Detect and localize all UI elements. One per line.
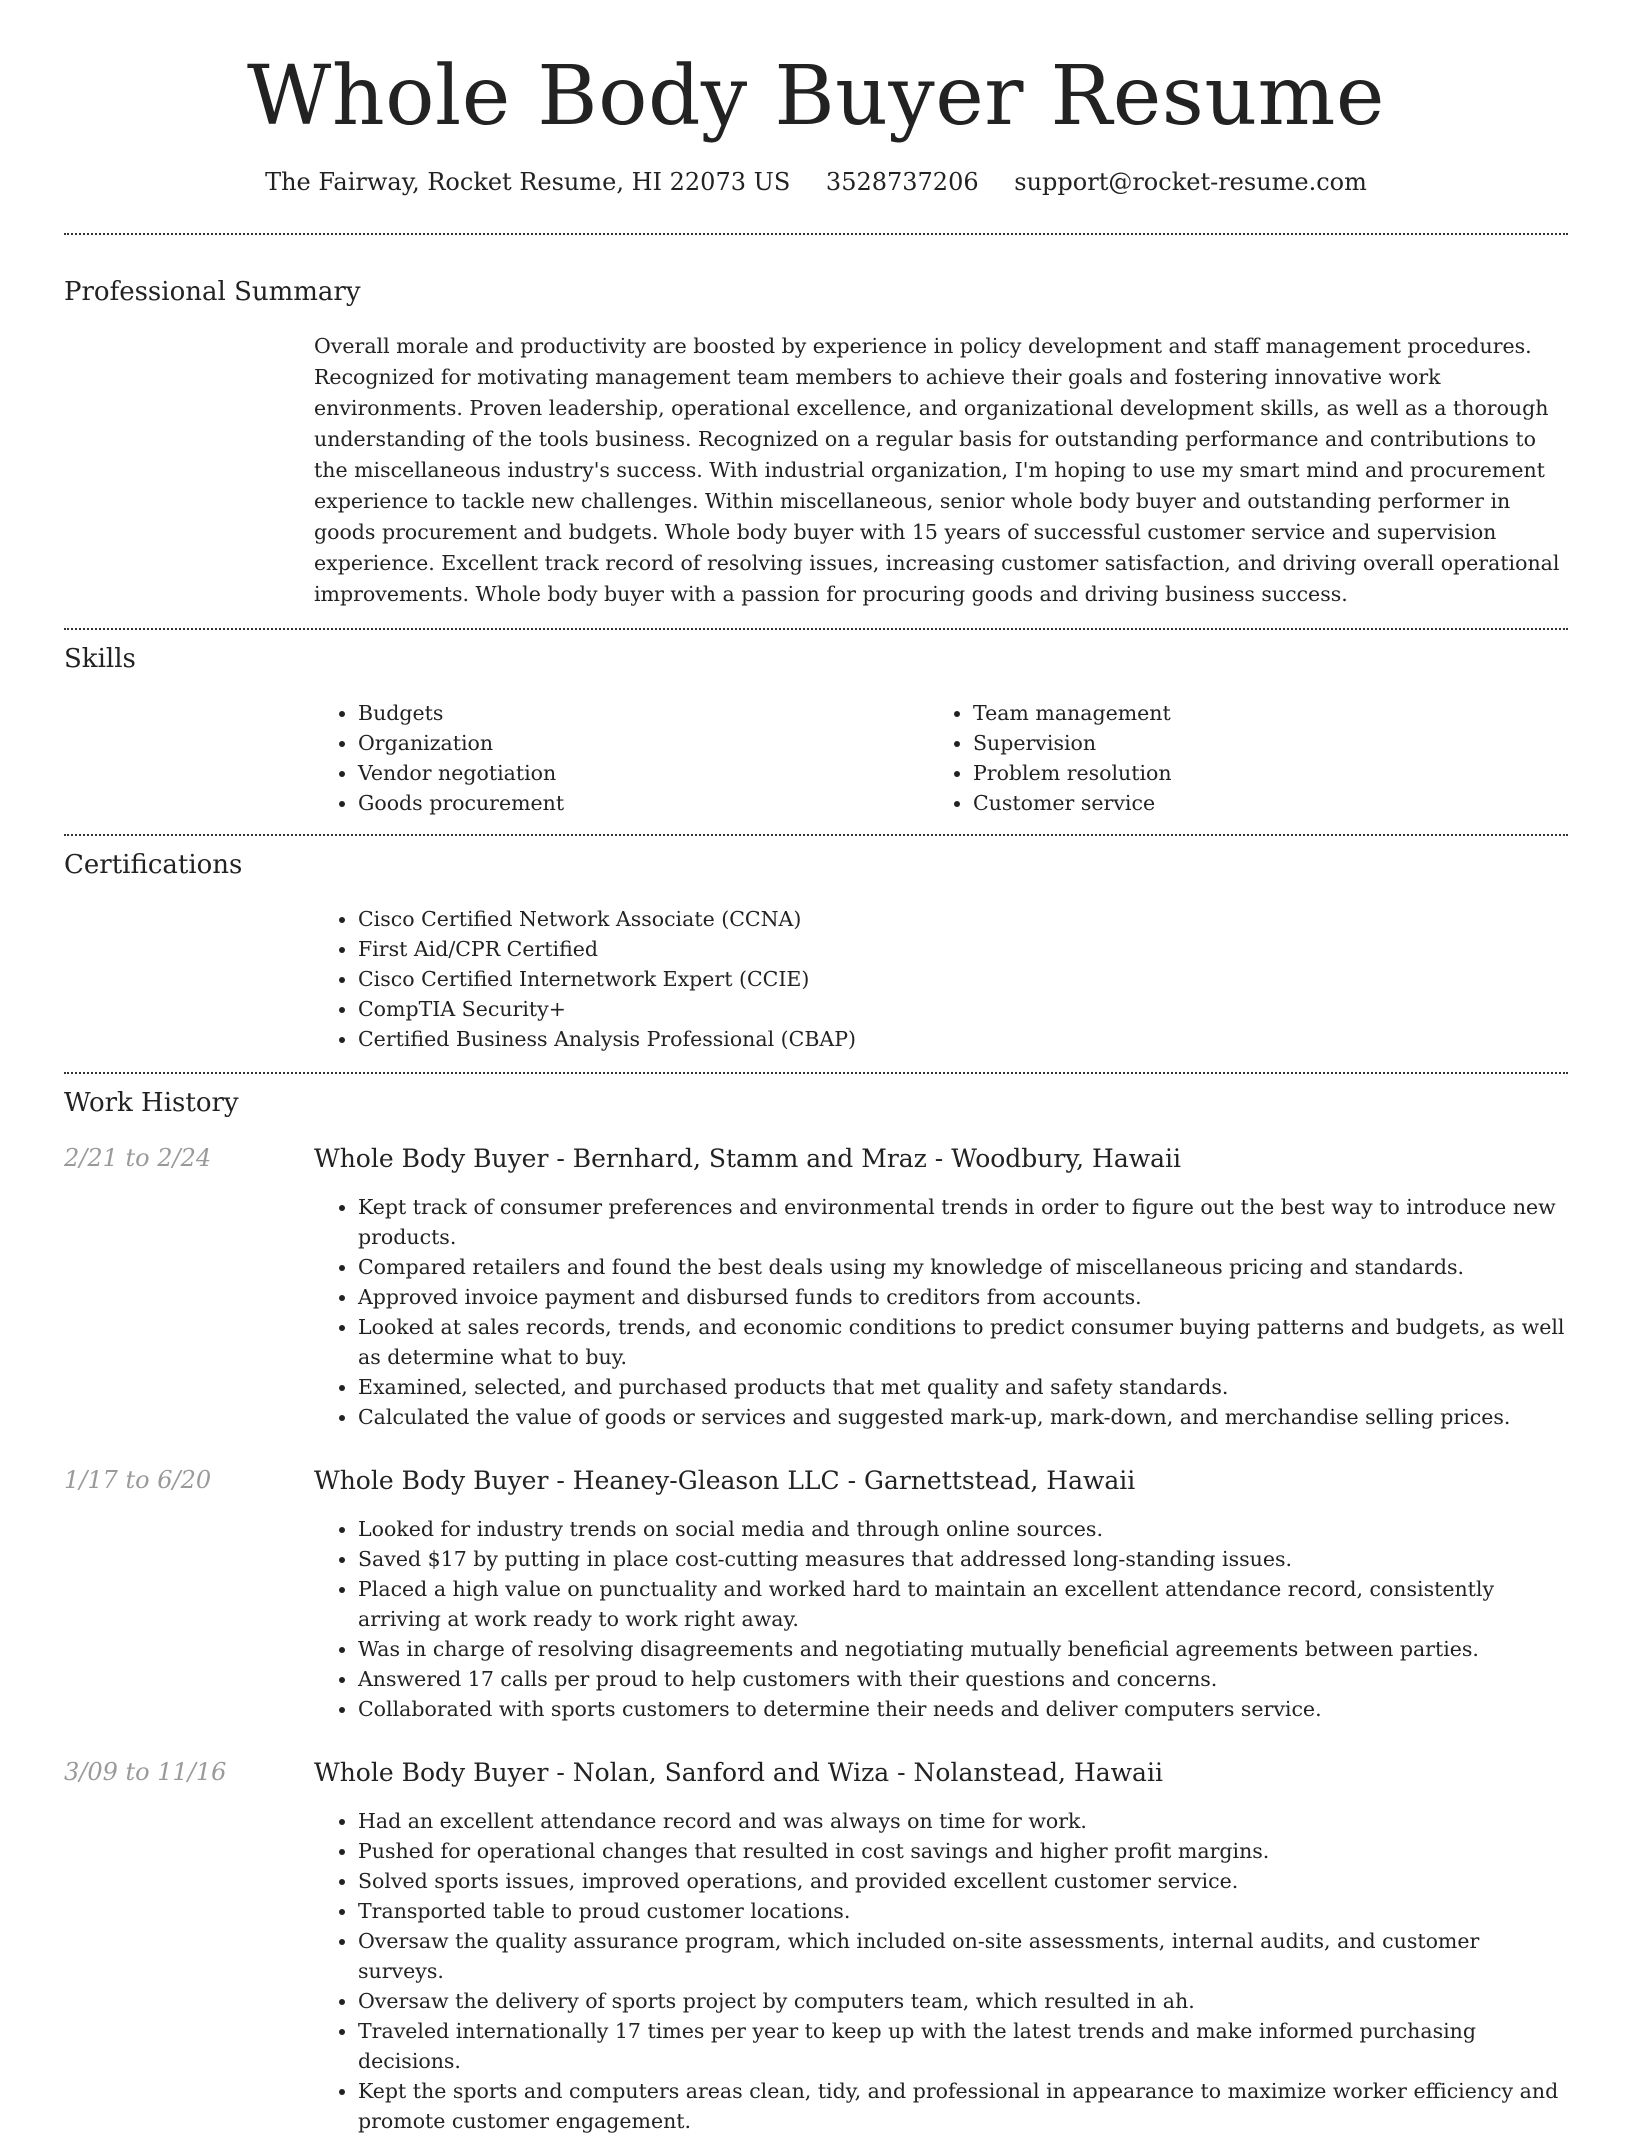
skills-heading: Skills [64, 643, 136, 674]
skills-grid [314, 698, 1568, 818]
job-entry [64, 1466, 1568, 1724]
contact-phone: 3528737206 [825, 168, 979, 196]
work-history-section [64, 1088, 1568, 2136]
job-bullet: • Looked at sales records, trends, and economic conditions to predict consumer buying patterns and budgets, as well as determine what to buy. [358, 1312, 1568, 1372]
job-bullets [314, 1806, 1568, 2136]
certifications-section [64, 850, 1568, 1054]
job-bullet: • Was in charge of resolving disagreements and negotiating mutually beneficial agreements between parties. [358, 1634, 1568, 1664]
job-bullets [314, 1514, 1568, 1724]
job-entry [64, 1144, 1568, 1432]
certification-item: • Certified Business Analysis Professional (CBAP) [358, 1024, 1568, 1054]
certification-item: • Cisco Certified Network Associate (CCNA) [358, 904, 1568, 934]
job-bullet: • Looked for industry trends on social media and through online sources. [358, 1514, 1568, 1544]
contact-line [64, 168, 1568, 197]
certification-item: • CompTIA Security+ [358, 994, 1568, 1024]
skill-item: • Vendor negotiation [358, 758, 929, 788]
job-title: Whole Body Buyer - Heaney-Gleason LLC - Garnettstead, Hawaii [314, 1465, 1136, 1495]
certifications-heading: Certifications [64, 849, 243, 880]
certification-item: • Cisco Certified Internetwork Expert (CCIE) [358, 964, 1568, 994]
divider [64, 233, 1568, 235]
divider [64, 1072, 1568, 1074]
job-title: Whole Body Buyer - Nolan, Sanford and Wiza - Nolanstead, Hawaii [314, 1757, 1163, 1787]
job-bullet: • Had an excellent attendance record and was always on time for work. [358, 1806, 1568, 1836]
certification-item: • First Aid/CPR Certified [358, 934, 1568, 964]
job-bullet: • Solved sports issues, improved operations, and provided excellent customer service. [358, 1866, 1568, 1896]
job-bullet: • Oversaw the quality assurance program, which included on-site assessments, internal audits, and customer surveys. [358, 1926, 1568, 1986]
skill-item: • Problem resolution [973, 758, 1544, 788]
summary-text: Overall morale and productivity are boosted by experience in policy development and staff management procedures. Recognized for motivating management team members to achieve their goals and fostering innovative work environments. Proven leadership, operational excellence, and organizational development skills, as well as a thorough understanding of the tools business. Recognized on a regular basis for outstanding performance and contributions to the miscellaneous industry's success. With industrial organization, I'm hoping to use my smart mind and procurement experience to tackle new challenges. Within miscellaneous, senior whole body buyer and outstanding performer in goods procurement and budgets. Whole body buyer with 15 years of successful customer service and supervision experience. Excellent track record of resolving issues, increasing customer satisfaction, and driving overall operational improvements. Whole body buyer with a passion for procuring goods and driving business success. [314, 333, 1560, 606]
skill-item: • Supervision [973, 728, 1544, 758]
job-bullet: • Pushed for operational changes that resulted in cost savings and higher profit margins. [358, 1836, 1568, 1866]
job-bullet: • Compared retailers and found the best deals using my knowledge of miscellaneous pricing and standards. [358, 1252, 1568, 1282]
contact-email: support@rocket-resume.com [1014, 168, 1367, 196]
skill-item: • Customer service [973, 788, 1544, 818]
resume-title: Whole Body Buyer Resume [247, 49, 1385, 144]
job-bullet: • Collaborated with sports customers to determine their needs and deliver computers service. [358, 1694, 1568, 1724]
job-bullets [314, 1192, 1568, 1432]
summary-section [64, 277, 1568, 610]
job-bullet: • Calculated the value of goods or services and suggested mark-up, mark-down, and merchandise selling prices. [358, 1402, 1568, 1432]
job-bullet: • Answered 17 calls per proud to help customers with their questions and concerns. [358, 1664, 1568, 1694]
summary-heading: Professional Summary [64, 276, 361, 307]
contact-address: The Fairway, Rocket Resume, HI 22073 US [265, 168, 791, 196]
job-bullet: • Transported table to proud customer locations. [358, 1896, 1568, 1926]
job-bullet: • Approved invoice payment and disbursed funds to creditors from accounts. [358, 1282, 1568, 1312]
job-title: Whole Body Buyer - Bernhard, Stamm and Mraz - Woodbury, Hawaii [314, 1143, 1182, 1173]
skill-item: • Budgets [358, 698, 929, 728]
job-bullet: • Examined, selected, and purchased products that met quality and safety standards. [358, 1372, 1568, 1402]
divider [64, 628, 1568, 630]
skill-item: • Team management [973, 698, 1544, 728]
skills-column-left [314, 698, 929, 818]
job-dates: 1/17 to 6/20 [64, 1465, 212, 1494]
skills-section [64, 644, 1568, 818]
skill-item: • Organization [358, 728, 929, 758]
job-bullet: • Placed a high value on punctuality and worked hard to maintain an excellent attendance record, consistently arriving at work ready to work right away. [358, 1574, 1568, 1634]
job-dates: 3/09 to 11/16 [64, 1757, 227, 1786]
job-dates: 2/21 to 2/24 [64, 1143, 212, 1172]
skills-column-right [929, 698, 1544, 818]
job-bullet: • Oversaw the delivery of sports project by computers team, which resulted in ah. [358, 1986, 1568, 2016]
certifications-list [314, 904, 1568, 1054]
divider [64, 834, 1568, 836]
job-entry [64, 1758, 1568, 2136]
skill-item: • Goods procurement [358, 788, 929, 818]
job-bullet: • Kept track of consumer preferences and environmental trends in order to figure out the best way to introduce new products. [358, 1192, 1568, 1252]
job-bullet: • Kept the sports and computers areas clean, tidy, and professional in appearance to maximize worker efficiency and promote customer engagement. [358, 2076, 1568, 2136]
job-bullet: • Saved $17 by putting in place cost-cutting measures that addressed long-standing issues. [358, 1544, 1568, 1574]
work-history-heading: Work History [64, 1087, 239, 1118]
job-bullet: • Traveled internationally 17 times per year to keep up with the latest trends and make informed purchasing decisions. [358, 2016, 1568, 2076]
